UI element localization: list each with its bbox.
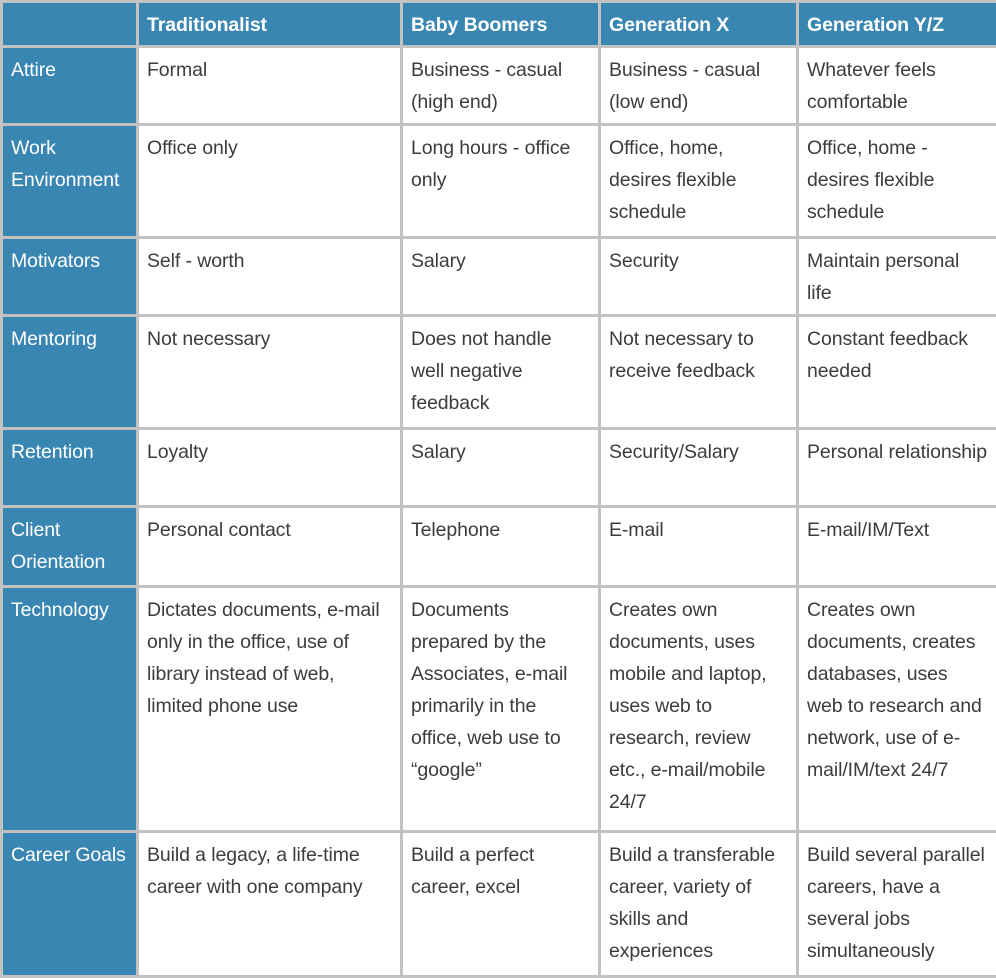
header-row bbox=[2, 2, 996, 47]
table-cell: E-mail bbox=[600, 507, 798, 587]
table-cell: E-mail/IM/Text bbox=[798, 507, 996, 587]
table-cell: Office only bbox=[138, 125, 402, 238]
table-cell: Business - casual (low end) bbox=[600, 47, 798, 125]
table-cell: Long hours - office only bbox=[402, 125, 600, 238]
row-header-work-environment: Work Environment bbox=[2, 125, 138, 238]
table-cell: Personal relationship bbox=[798, 429, 996, 507]
row-header-client-orientation: Client Orientation bbox=[2, 507, 138, 587]
table-cell: Salary bbox=[402, 429, 600, 507]
table-cell: Constant feedback needed bbox=[798, 316, 996, 429]
table-cell: Not necessary bbox=[138, 316, 402, 429]
row-header-technology: Technology bbox=[2, 587, 138, 832]
table-cell: Loyalty bbox=[138, 429, 402, 507]
table-cell: Office, home - desires flexible schedule bbox=[798, 125, 996, 238]
table-cell: Not necessary to receive feedback bbox=[600, 316, 798, 429]
table-cell: Maintain personal life bbox=[798, 238, 996, 316]
corner-cell bbox=[2, 2, 138, 47]
column-header-generation-yz: Generation Y/Z bbox=[798, 2, 996, 47]
table-row bbox=[2, 429, 996, 507]
table-row bbox=[2, 238, 996, 316]
table-cell: Build a perfect career, excel bbox=[402, 832, 600, 977]
table-cell: Dictates documents, e-mail only in the office, use of library instead of web, limited phone use bbox=[138, 587, 402, 832]
table-cell: Self - worth bbox=[138, 238, 402, 316]
table-row bbox=[2, 832, 996, 977]
row-header-retention: Retention bbox=[2, 429, 138, 507]
table-cell: Salary bbox=[402, 238, 600, 316]
table-cell: Build several parallel careers, have a several jobs simultaneously bbox=[798, 832, 996, 977]
table-cell: Build a transferable career, variety of skills and experiences bbox=[600, 832, 798, 977]
table-cell: Documents prepared by the Associates, e-mail primarily in the office, web use to “google” bbox=[402, 587, 600, 832]
column-header-traditionalist: Traditionalist bbox=[138, 2, 402, 47]
table-cell: Security/Salary bbox=[600, 429, 798, 507]
table-cell: Whatever feels comfortable bbox=[798, 47, 996, 125]
table-row bbox=[2, 507, 996, 587]
table-cell: Personal contact bbox=[138, 507, 402, 587]
table-cell: Creates own documents, creates databases, uses web to research and network, use of e-mail/IM/text 24/7 bbox=[798, 587, 996, 832]
column-header-baby-boomers: Baby Boomers bbox=[402, 2, 600, 47]
row-header-motivators: Motivators bbox=[2, 238, 138, 316]
table-cell: Creates own documents, uses mobile and laptop, uses web to research, review etc., e-mail/mobile 24/7 bbox=[600, 587, 798, 832]
table-row bbox=[2, 125, 996, 238]
row-header-attire: Attire bbox=[2, 47, 138, 125]
row-header-career-goals: Career Goals bbox=[2, 832, 138, 977]
table-cell: Formal bbox=[138, 47, 402, 125]
column-header-generation-x: Generation X bbox=[600, 2, 798, 47]
table-row bbox=[2, 587, 996, 832]
row-header-mentoring: Mentoring bbox=[2, 316, 138, 429]
table-row bbox=[2, 47, 996, 125]
table-cell: Business - casual (high end) bbox=[402, 47, 600, 125]
table-row bbox=[2, 316, 996, 429]
table-cell: Build a legacy, a life-time career with one company bbox=[138, 832, 402, 977]
table-cell: Does not handle well negative feedback bbox=[402, 316, 600, 429]
table-cell: Security bbox=[600, 238, 798, 316]
table-cell: Telephone bbox=[402, 507, 600, 587]
table-cell: Office, home, desires flexible schedule bbox=[600, 125, 798, 238]
